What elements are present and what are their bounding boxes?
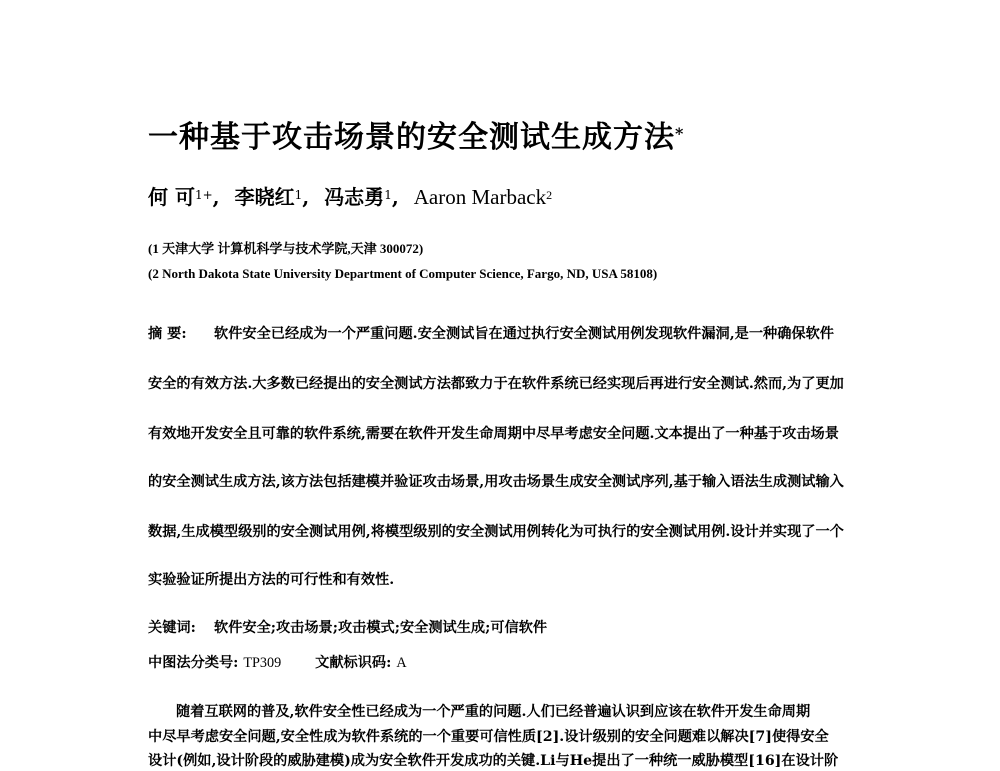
title-footnote-mark: * (675, 124, 685, 143)
doc-code-value: A (396, 655, 407, 671)
author-name: Aaron Marback (413, 185, 547, 209)
clc-value: TP309 (243, 655, 282, 671)
abstract-line-2: 安全的有效方法.大多数已经提出的安全测试方法都致力于在软件系统已经实现后再进行安全测试.然而,为了更加 (148, 376, 844, 392)
abstract-line-5: 数据,生成模型级别的安全测试用例,将模型级别的安全测试用例转化为可执行的安全测试用例.设计并实现了一个 (148, 524, 844, 540)
abstract-label: 摘 要: (148, 326, 187, 342)
author-affil-mark: 1 (384, 188, 392, 202)
affiliation-2: (2 North Dakota State University Department of Computer Science, Fargo, ND, USA 58108) (148, 266, 658, 281)
author-affil-mark: 1 (294, 188, 303, 202)
author-separator: , (302, 185, 310, 209)
author-name: 冯志勇 (324, 185, 385, 209)
abstract-line-1 (148, 324, 862, 344)
keywords-label: 关键词: (148, 620, 196, 636)
author-affil-mark: 2 (546, 188, 553, 202)
clc-label: 中图法分类号: (148, 655, 239, 671)
paper-title (148, 118, 684, 158)
doc-code-label: 文献标识码: (315, 655, 392, 671)
body-line-2: 中尽早考虑安全问题,安全性成为软件系统的一个重要可信性质[2].设计级别的安全问题难以解决[7]使得安全 (148, 729, 829, 745)
abstract-text: 软件安全已经成为一个严重问题.安全测试旨在通过执行安全测试用例发现软件漏洞,是一种确保软件 (214, 326, 834, 342)
author-affil-mark: 1+ (194, 188, 213, 202)
author-4 (414, 182, 552, 212)
keywords-line (148, 618, 547, 638)
body-line-1: 随着互联网的普及,软件安全性已经成为一个严重的问题.人们已经普遍认识到应该在软件开发生命周期 (176, 704, 811, 720)
author-1 (148, 182, 220, 212)
affiliation-1: (1 天津大学 计算机科学与技术学院,天津 300072) (148, 241, 424, 256)
abstract-line-3: 有效地开发安全且可靠的软件系统,需要在软件开发生命周期中尽早考虑安全问题.文本提出了一种基于攻击场景 (148, 426, 839, 442)
author-list (148, 182, 552, 212)
author-3 (324, 182, 399, 212)
abstract-line-6: 实验验证所提出方法的可行性和有效性. (148, 572, 395, 588)
author-separator: , (391, 185, 399, 209)
paper-title-text: 一种基于攻击场景的安全测试生成方法 (148, 120, 675, 155)
author-name: 何 可 (148, 185, 195, 209)
author-2 (235, 182, 310, 212)
keywords-text: 软件安全;攻击场景;攻击模式;安全测试生成;可信软件 (214, 620, 548, 636)
abstract-line-4: 的安全测试生成方法,该方法包括建模并验证攻击场景,用攻击场景生成安全测试序列,基于输入语法生成测试输入 (148, 474, 844, 490)
body-line-3: 设计(例如,设计阶段的威胁建模)成为安全软件开发成功的关键.Li与He提出了一种统一威胁模型[16]在设计阶 (148, 753, 839, 769)
author-name: 李晓红 (234, 185, 295, 209)
author-separator: , (212, 185, 220, 209)
classification-line (148, 653, 407, 673)
